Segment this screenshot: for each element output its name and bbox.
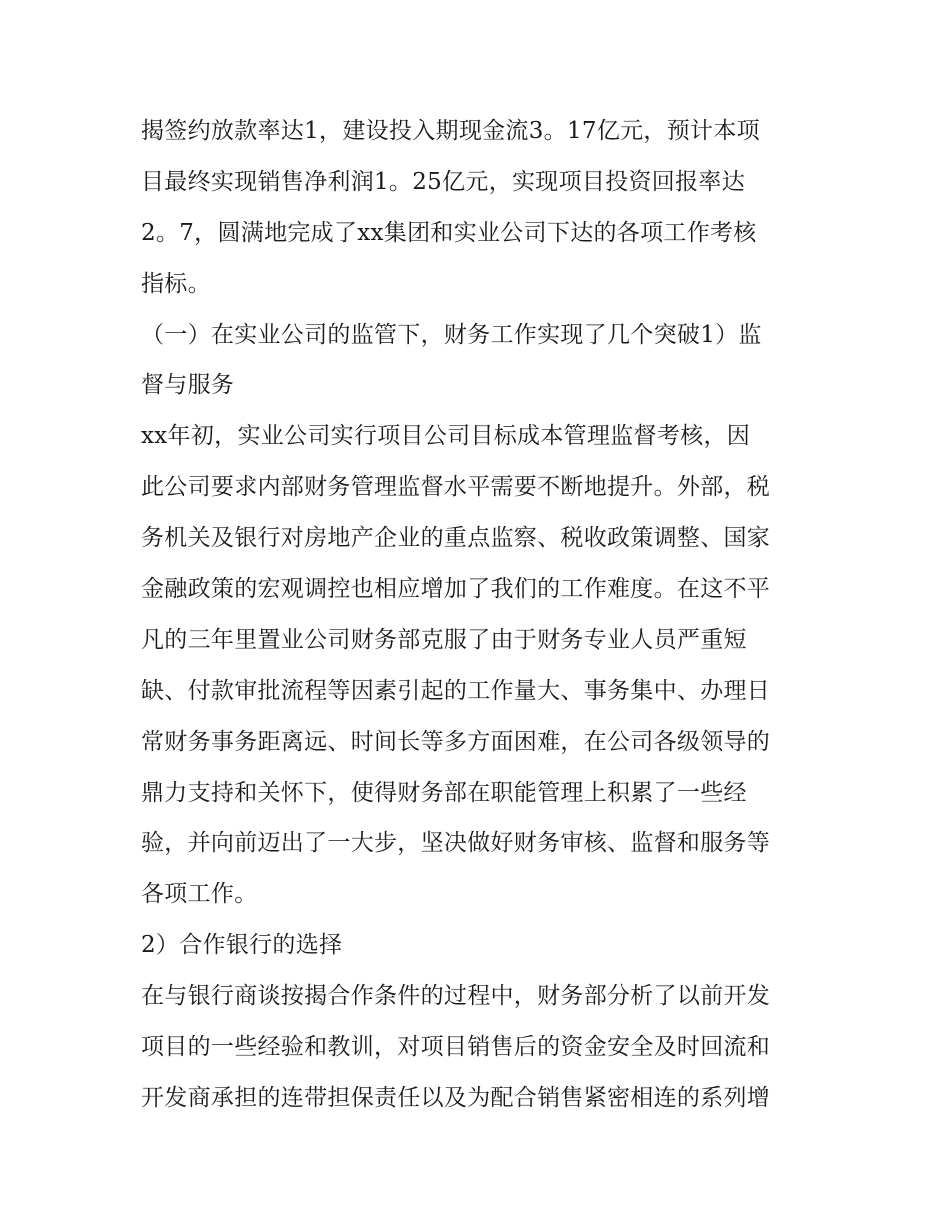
text-line: 项目的一些经验和教训，对项目销售后的资金安全及时回流和 bbox=[141, 1034, 771, 1061]
text-line: 各项工作。 bbox=[141, 881, 258, 908]
text-line: xx年初，实业公司实行项目公司目标成本管理监督考核，因 bbox=[141, 423, 751, 450]
text-line: 2。7，圆满地完成了xx集团和实业公司下达的各项工作考核 bbox=[141, 219, 757, 246]
text-line: 在与银行商谈按揭合作条件的过程中，财务部分析了以前开发 bbox=[141, 983, 771, 1010]
text-line: 指标。 bbox=[141, 270, 211, 297]
text-line: 揭签约放款率达1，建设投入期现金流3。17亿元，预计本项 bbox=[141, 118, 760, 144]
text-line: 凡的三年里置业公司财务部克服了由于财务专业人员严重短 bbox=[141, 626, 747, 653]
section-heading-line: 2）合作银行的选择 bbox=[141, 932, 343, 959]
text-line: 缺、付款审批流程等因素引起的工作量大、事务集中、办理日 bbox=[141, 677, 771, 704]
text-line: 务机关及银行对房地产企业的重点监察、税收政策调整、国家 bbox=[141, 525, 771, 552]
section-heading-line: 督与服务 bbox=[141, 372, 235, 399]
section-heading-line: （一）在实业公司的监管下，财务工作实现了几个突破1）监 bbox=[141, 321, 762, 348]
document-body bbox=[141, 106, 821, 1124]
text-line: 金融政策的宏观调控也相应增加了我们的工作难度。在这不平 bbox=[141, 576, 771, 603]
text-line: 验，并向前迈出了一大步，坚决做好财务审核、监督和服务等 bbox=[141, 830, 771, 857]
text-line: 此公司要求内部财务管理监督水平需要不断地提升。外部，税 bbox=[141, 474, 771, 501]
text-line: 开发商承担的连带担保责任以及为配合销售紧密相连的系列增 bbox=[141, 1084, 771, 1111]
text-line: 常财务事务距离远、时间长等多方面困难，在公司各级领导的 bbox=[141, 728, 771, 755]
text-line: 目最终实现销售净利润1。25亿元，实现项目投资回报率达 bbox=[141, 168, 745, 195]
text-line: 鼎力支持和关怀下，使得财务部在职能管理上积累了一些经 bbox=[141, 779, 747, 806]
